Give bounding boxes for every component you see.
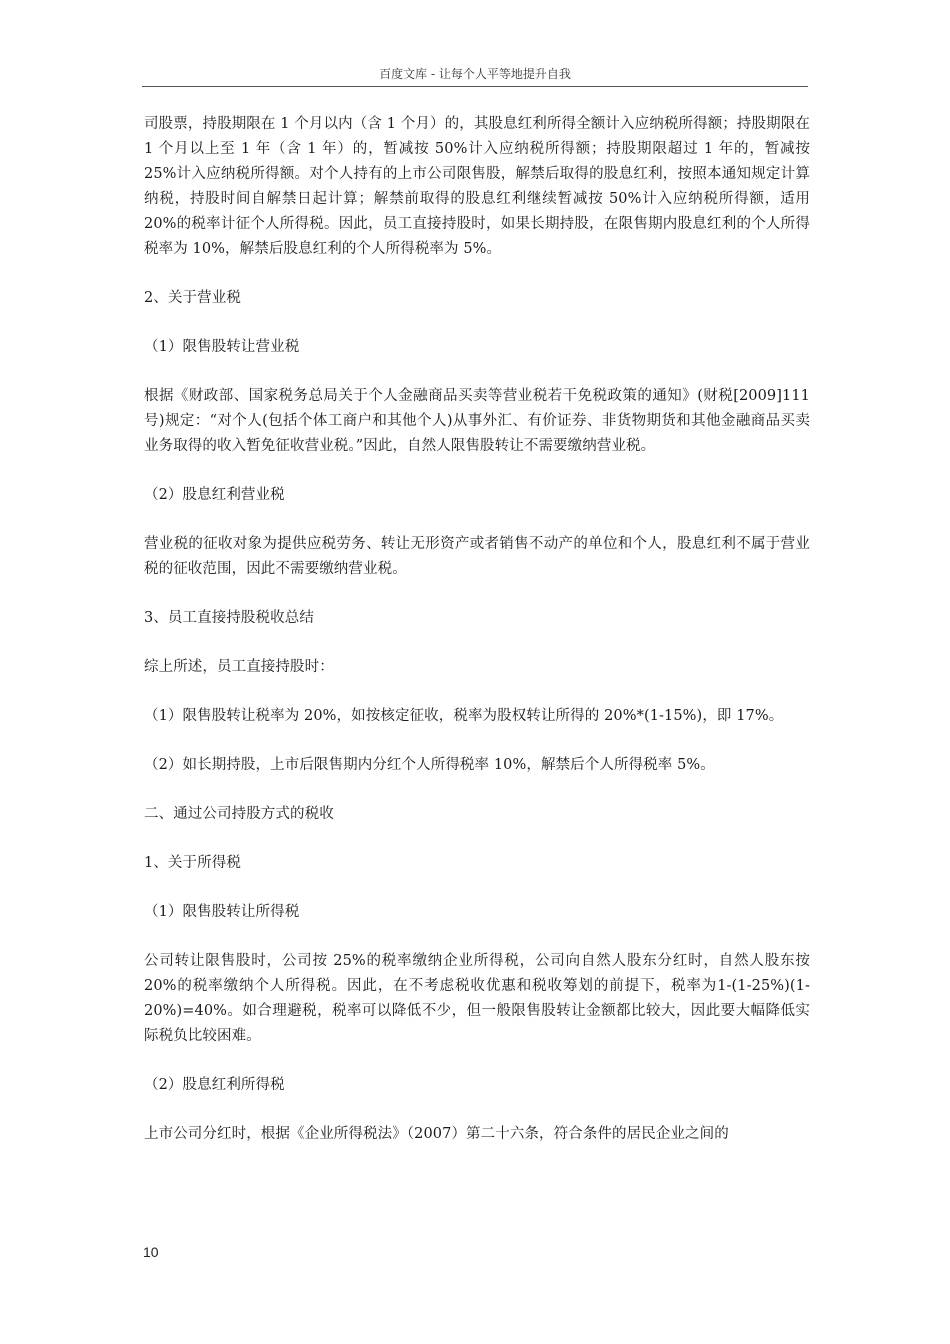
- paragraph: 根据《财政部、国家税务总局关于个人金融商品买卖等营业税若干免税政策的通知》(财税[2009]111 号)规定：“对个人(包括个体工商户和其他个人)从事外汇、有价证券、非货物期货和其他金融商品买卖业务取得的收入暂免征收营业税。”因此，自然人限售股转让不需要缴纳营业税。: [144, 388, 810, 454]
- page-number: 10: [143, 1244, 159, 1260]
- subsection-heading: （2）股息红利所得税: [144, 1077, 285, 1093]
- subsection-heading: （2）股息红利营业税: [144, 487, 285, 503]
- subsection-heading: （1）限售股转让营业税: [144, 339, 300, 355]
- document-body: [144, 112, 810, 1147]
- page-header: [142, 64, 808, 87]
- paragraph: 公司转让限售股时，公司按 25%的税率缴纳企业所得税，公司向自然人股东分红时，自然人股东按 20%的税率缴纳个人所得税。因此，在不考虑税收优惠和税收筹划的前提下，税率为1-(1-25%)(1-20%)=40%。如合理避税，税率可以降低不少，但一般限售股转让金额都比较大，因此要大幅降低实际税负比较困难。: [144, 953, 810, 1044]
- list-item: （2）如长期持股，上市后限售期内分红个人所得税率 10%，解禁后个人所得税率 5%。: [144, 757, 715, 773]
- section-heading: 3、员工直接持股税收总结: [144, 610, 314, 626]
- paragraph: 综上所述，员工直接持股时：: [144, 659, 334, 675]
- chapter-heading: 二、通过公司持股方式的税收: [144, 806, 334, 822]
- paragraph: 上市公司分红时，根据《企业所得税法》（2007）第二十六条，符合条件的居民企业之间的: [144, 1126, 729, 1142]
- list-item: （1）限售股转让税率为 20%，如按核定征收，税率为股权转让所得的 20%*(1-15%)，即 17%。: [144, 708, 784, 724]
- subsection-heading: （1）限售股转让所得税: [144, 904, 300, 920]
- section-heading: 2、关于营业税: [144, 290, 241, 306]
- section-heading: 1、关于所得税: [144, 855, 241, 871]
- header-title: 百度文库 - 让每个人平等地提升自我: [379, 67, 571, 81]
- paragraph: 营业税的征收对象为提供应税劳务、转让无形资产或者销售不动产的单位和个人，股息红利不属于营业税的征收范围，因此不需要缴纳营业税。: [144, 536, 810, 577]
- paragraph: 司股票，持股期限在 1 个月以内（含 1 个月）的，其股息红利所得全额计入应纳税所得额；持股期限在 1 个月以上至 1 年（含 1 年）的，暂减按 50%计入应纳税所得额；持股期限超过 1 年的，暂减按 25%计入应纳税所得额。对个人持有的上市公司限售股，解禁后取得的股息红利，按照本通知规定计算纳税，持股时间自解禁日起计算；解禁前取得的股息红利继续暂减按 50%计入应纳税所得额，适用 20%的税率计征个人所得税。因此，员工直接持股时，如果长期持股，在限售期内股息红利的个人所得税率为 10%，解禁后股息红利的个人所得税率为 5%。: [144, 116, 810, 257]
